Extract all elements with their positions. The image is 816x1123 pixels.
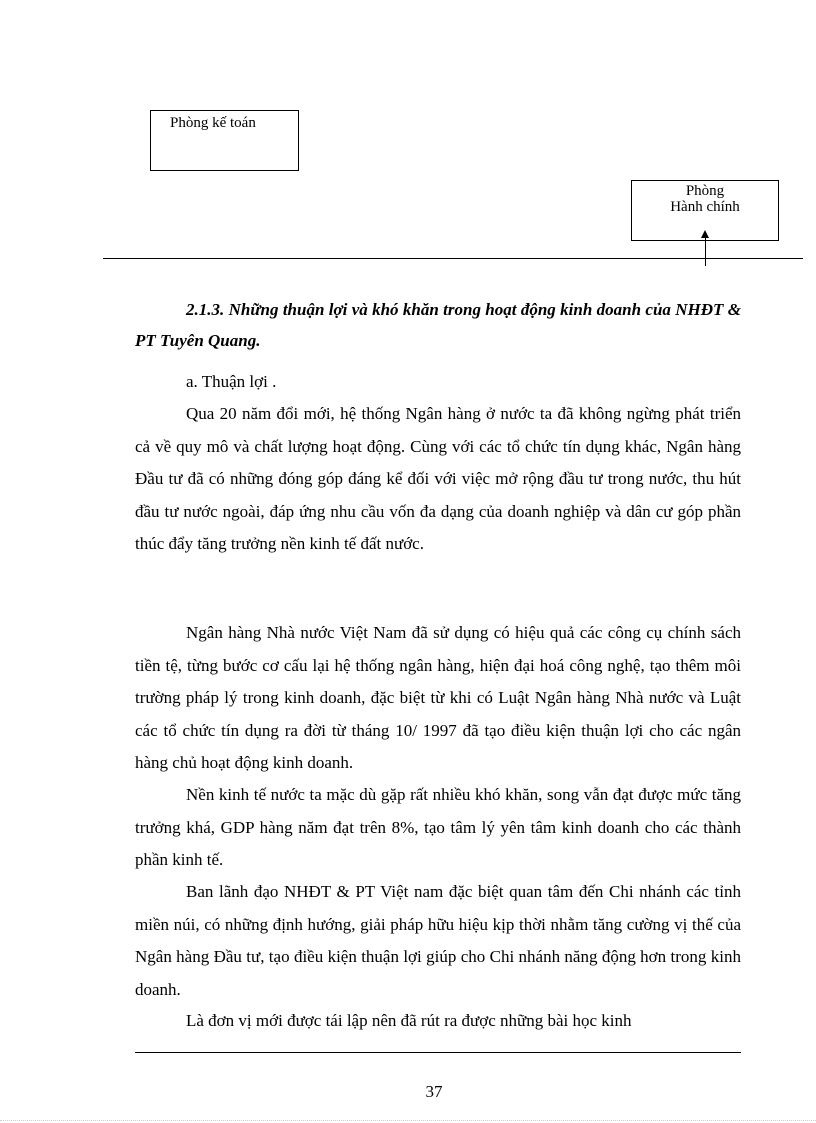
paragraph-5: Là đơn vị mới được tái lập nên đã rút ra được những bài học kinh	[186, 1011, 632, 1030]
org-chart-horizontal-line	[103, 258, 803, 259]
footer-rule	[135, 1052, 741, 1053]
section-heading: 2.1.3. Những thuận lợi và khó khăn trong hoạt động kinh doanh của NHĐT & PT Tuyên Quang.	[135, 300, 741, 350]
accounting-department-label: Phòng kế toán	[170, 115, 256, 131]
paragraph-1: Qua 20 năm đổi mới, hệ thống Ngân hàng ở nước ta đã không ngừng phát triển cả về quy mô và chất lượng hoạt động. Cùng với các tổ chức tín dụng khác, Ngân hàng Đầu tư đã có những đóng góp đáng kể đối với việc mở rộng đầu tư trong nước, thu hút đầu tư nước ngoài, đáp ứng nhu cầu vốn đa dạng của doanh nghiệp và dân cư góp phần thúc đẩy tăng trưởng nền kinh tế đất nước.	[135, 404, 741, 553]
admin-department-label-line1: Phòng	[685, 183, 725, 199]
accounting-department-box	[150, 110, 299, 171]
org-chart-connector-line	[705, 236, 706, 266]
paragraph-2: Ngân hàng Nhà nước Việt Nam đã sử dụng có hiệu quả các công cụ chính sách tiền tệ, từng bước cơ cấu lại hệ thống ngân hàng, hiện đại hoá công nghệ, tạo thêm môi trường pháp lý trong kinh doanh, đặc biệt từ khi có Luật Ngân hàng Nhà nước và Luật các tổ chức tín dụng ra đời từ tháng 10/ 1997 đã tạo điều kiện thuận lợi cho các ngân hàng chủ hoạt động kinh doanh.	[135, 623, 741, 772]
paragraph-4: Ban lãnh đạo NHĐT & PT Việt nam đặc biệt quan tâm đến Chi nhánh các tỉnh miền núi, có những định hướng, giải pháp hữu hiệu kịp thời nhằm tăng cường vị thế của Ngân hàng Đầu tư, tạo điều kiện thuận lợi giúp cho Chi nhánh năng động hơn trong kinh doanh.	[135, 882, 741, 999]
paragraph-3: Nền kinh tế nước ta mặc dù gặp rất nhiều khó khăn, song vẫn đạt được mức tăng trưởng khá, GDP hàng năm đạt trên 8%, tạo tâm lý yên tâm kinh doanh cho các thành phần kinh tế.	[135, 785, 741, 869]
page-number: 37	[425, 1082, 443, 1101]
page-bottom-dotted-border	[0, 1120, 816, 1121]
subheading-advantages: a. Thuận lợi .	[186, 372, 277, 391]
admin-department-label-line2: Hành chính	[670, 199, 740, 215]
